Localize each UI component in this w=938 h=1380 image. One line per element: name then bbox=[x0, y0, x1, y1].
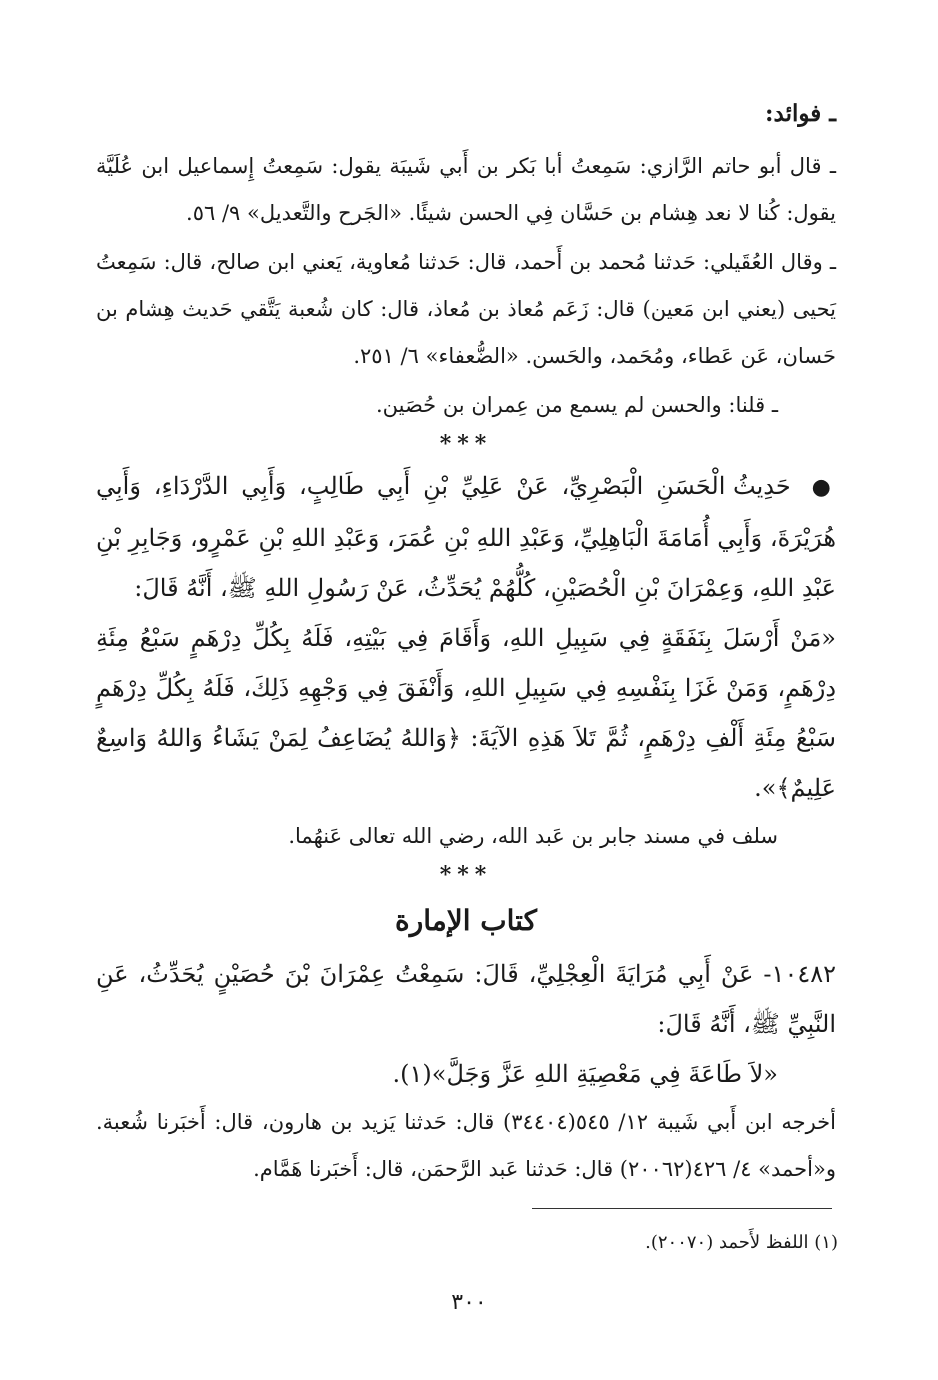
hadith-matn: «مَنْ أَرْسَلَ بِنَفَقَةٍ فِي سَبِيلِ اللهِ، وَأَقَامَ فِي بَيْتِهِ، فَلَهُ بِكُلِّ دِرْهَمٍ سَبْعُ مِئَةِ دِرْهَمٍ، وَمَنْ غَزَا بِنَفْسِهِ فِي سَبِيلِ اللهِ، وَأَنْفَقَ فِي وَجْهِهِ ذَلِكَ، فَلَهُ بِكُلِّ دِرْهَمٍ سَبْعُ مِئَةِ أَلْفِ دِرْهَمٍ، ثُمَّ تَلاَ هَذِهِ الآيَةَ: ﴿وَاللهُ يُضَاعِفُ لِمَنْ يَشَاءُ وَاللهُ وَاسِعٌ عَلِيمٌ﴾». bbox=[96, 624, 837, 802]
hadith-takhrij: أخرجه ابن أَبي شَيبة ١٢/ ٥٤٥(٣٤٤٠٤) قال: حَدثنا يَزيد بن هارون، قال: أَخبَرنا شُعبة. و«أحمد» ٤/ ٤٢٦(٢٠٠٦٢) قال: حَدثنا عَبد الرَّحمَن، قال: أَخبَرنا هَمَّام. bbox=[96, 1110, 836, 1181]
footnote-divider bbox=[532, 1208, 832, 1209]
hadith-isnad-text: حَدِيثُ الْحَسَنِ الْبَصْرِيِّ، عَنْ عَلِيِّ بْنِ أَبِي طَالِبٍ، وَأَبِي الدَّرْدَاءِ، وَأَبِي هُرَيْرَةَ، وَأَبِي أُمَامَةَ الْبَاهِلِيِّ، وَعَبْدِ اللهِ بْنِ عُمَرَ، وَعَبْدِ اللهِ بْنِ عَمْرٍو، وَجَابِرِ بْنِ عَبْدِ اللهِ، وَعِمْرَانَ بْنِ الْحُصَيْنِ، كُلُّهُمْ يُحَدِّثُ، عَنْ رَسُولِ اللهِ ﷺ، أَنَّهُ قَالَ: bbox=[96, 472, 836, 602]
page-body bbox=[96, 100, 836, 1195]
hadith-number-isnad: ١٠٤٨٢- عَنْ أَبِي مُرَايَةَ الْعِجْلِيِّ، قَالَ: سَمِعْتُ عِمْرَانَ بْنَ حُصَيْنٍ يُحَدِّثُ، عَنِ النَّبِيِّ ﷺ، أَنَّهُ قَالَ: bbox=[96, 960, 836, 1038]
section-separator: *** bbox=[439, 862, 493, 888]
fawaid-paragraph-uqayli: ـ وقال العُقَيلي: حَدثنا مُحمد بن أَحمد، قال: حَدثنا مُعاوية، يَعني ابن صالح، قال: سَمِعتُ يَحيى (يعني ابن مَعين) قال: زَعَم مُعاذ بن مُعاذ، قال: كان شُعبة يَتَّقي حَديث هِشام بن حَسان، عَن عَطاء، ومُحَمد، والحَسن. «الضُّعفاء» ٦/ ٢٥١. bbox=[96, 250, 836, 368]
fawaid-paragraph-abu-hatim: ـ قال أبو حاتم الرَّازي: سَمِعتُ أبا بَكر بن أَبي شَيبَة يقول: سَمِعتُ إِسماعيل ابن عُلَيَّة يقول: كُنا لا نعد هِشام بن حَسَّان فِي الحسن شيئًا. «الجَرح والتَّعديل» ٩/ ٥٦. bbox=[96, 154, 836, 225]
footnote: (١) اللفظ لأَحمد (٢٠٠٧٠). bbox=[645, 1232, 838, 1253]
fawaid-paragraph-note: ـ قلنا: والحسن لم يسمع من عِمران بن حُصَين. bbox=[375, 393, 778, 417]
hadith-cross-reference: سلف في مسند جابر بن عَبد الله، رضي الله تعالى عَنهُما. bbox=[288, 824, 778, 848]
bullet-icon: ● bbox=[811, 475, 836, 500]
hadith-matn: «لاَ طَاعَةَ فِي مَعْصِيَةِ اللهِ عَزَّ وَجَلَّ»(١). bbox=[392, 1060, 778, 1088]
chapter-title: كتاب الإمارة bbox=[395, 904, 537, 937]
page-number: ٣٠٠ bbox=[451, 1290, 487, 1315]
section-separator: *** bbox=[439, 431, 493, 457]
fawaid-heading: ـ فوائد: bbox=[765, 100, 836, 127]
hadith-isnad bbox=[96, 461, 836, 613]
